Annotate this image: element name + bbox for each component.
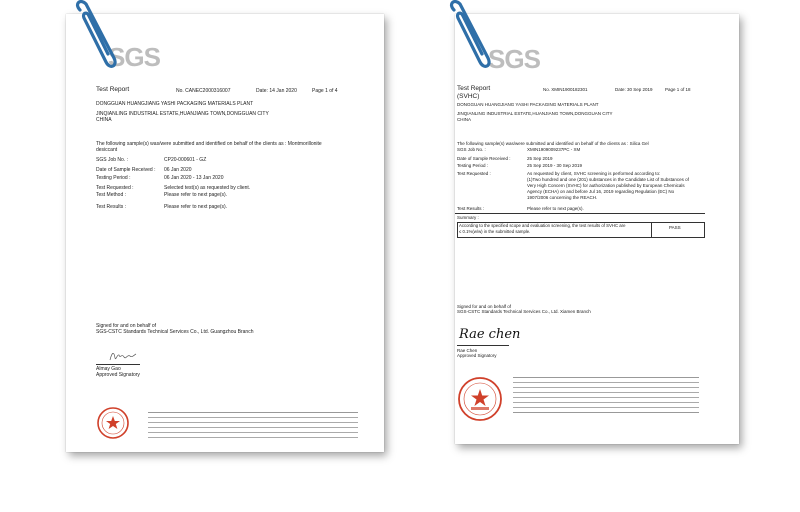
signature-line — [457, 345, 509, 346]
test-results-label: Test Results : — [457, 206, 485, 211]
field-value: 06 Jan 2020 — [164, 167, 192, 173]
company-name: DONGGUAN HUANGJIANG YASHI PACKAGING MATERIALS PLANT — [96, 101, 254, 107]
field-value: 25 Sep 2019 - 30 Sep 2019 — [527, 163, 583, 168]
divider — [455, 213, 705, 214]
summary-result: PASS — [669, 225, 681, 230]
test-requested-label: Test Requested : — [457, 171, 491, 176]
field-label: Date of Sample Received : — [96, 167, 156, 173]
sgs-logo: SGS — [108, 42, 160, 72]
test-results-value: Please refer to next page(s). — [527, 206, 584, 211]
summary-label: Summary : — [457, 215, 479, 220]
test-requested-line: 1907/2006 concerning the REACH. — [527, 195, 598, 200]
signature-line — [96, 364, 140, 365]
field-label: Test Requested : — [96, 185, 134, 191]
paperclip-icon — [440, 0, 500, 70]
field-value: Selected test(s) as requested by client. — [164, 185, 251, 191]
test-report-document-2 — [455, 14, 739, 444]
official-seal-stamp — [96, 406, 130, 440]
intro-line-2: desiccant — [96, 147, 118, 153]
company-address-line-1: JINQIANLING INDUSTRIAL ESTATE,HUANJIANG TOWN,DONGGUAN CITY — [96, 111, 269, 117]
intro-line: The following sample(s) was/were submitted and identified on behalf of the clients as : Silica Gel — [457, 141, 649, 146]
company-name: DONGGUAN HUANGJIANG YASHI PACKAGING MATERIALS PLANT — [457, 102, 599, 107]
signed-on-behalf: Signed for and on behalf of — [96, 323, 157, 329]
test-requested-line: Very High Concern (SVHC) for authorization published by European Chemicals — [527, 183, 685, 188]
field-value: Please refer to next page(s). — [164, 192, 228, 198]
test-requested-line: (1)Two hundred and one (201) substances in the Candidate List of Substances of — [527, 177, 689, 182]
report-subtitle: (SVHC) — [457, 93, 480, 100]
report-title: Test Report — [96, 86, 130, 93]
field-label: Test Method : — [96, 192, 127, 198]
signatory-title: Approved Signatory — [96, 372, 140, 378]
field-value: XMIN1909009237PC - XM — [527, 147, 581, 152]
summary-text: ≤ 0.1%(w/w) in the submitted sample. — [459, 229, 531, 234]
fine-print-terms — [513, 376, 699, 418]
report-date: Date: 14 Jan 2020 — [256, 88, 297, 94]
signatory-name: Almay Gao — [96, 366, 121, 372]
report-number: No. CANEC2000316007 — [176, 88, 231, 94]
company-address-line-2: CHINA — [96, 117, 112, 123]
signature-image — [108, 349, 138, 363]
fine-print-terms — [148, 411, 358, 441]
signing-company: SGS-CSTC Standards Technical Services Co., Ltd. Guangzhou Branch — [96, 329, 254, 335]
page-number: Page 1 of 4 — [312, 88, 338, 94]
signed-on-behalf: Signed for and on behalf of — [457, 304, 512, 309]
field-value: 06 Jan 2020 - 13 Jan 2020 — [164, 175, 224, 181]
field-label: Testing Period : — [96, 175, 131, 181]
summary-table-divider — [651, 222, 652, 237]
report-number: No. XMIN1900182301 — [543, 87, 588, 92]
page-number: Page 1 of 18 — [665, 87, 691, 92]
field-label: SGS Job No. : — [96, 157, 128, 163]
field-label: Test Results : — [96, 204, 127, 210]
handwritten-signature: Rae chen — [459, 327, 521, 342]
paperclip-icon — [66, 0, 126, 70]
field-label: Testing Period : — [457, 163, 489, 168]
signatory-name: Rae Chen — [457, 348, 478, 353]
summary-text: According to the specified scope and evaluation screening, the test results of SVHC are — [459, 223, 626, 228]
field-value: Please refer to next page(s). — [164, 204, 228, 210]
signing-company: SGS-CSTC Standards Technical Services Co., Ltd. Xiamen Branch — [457, 309, 591, 314]
sgs-logo: SGS — [488, 44, 540, 74]
field-label: SGS Job No. : — [457, 147, 486, 152]
company-address-line-2: CHINA — [457, 117, 472, 122]
test-requested-line: Agency (ECHA) on and before Jul 16, 2019 regarding Regulation (EC) No — [527, 189, 675, 194]
field-label: Date of Sample Received : — [457, 156, 511, 161]
report-title: Test Report — [457, 85, 491, 92]
field-value: CP20-000601 - GZ — [164, 157, 207, 163]
signatory-title: Approved Signatory — [457, 353, 497, 358]
test-report-document-1 — [66, 14, 384, 452]
official-seal-stamp — [457, 376, 503, 422]
report-date: Date: 30 Sep 2019 — [615, 87, 653, 92]
test-requested-line: As requested by client, SVHC screening is performed according to: — [527, 171, 661, 176]
field-value: 25 Sep 2019 — [527, 156, 553, 161]
intro-line-1: The following sample(s) was/were submitted and identified on behalf of the clients as : Montmorillonite — [96, 141, 322, 147]
company-address-line-1: JINQIANLING INDUSTRIAL ESTATE,HUANJIANG TOWN,DONGGUAN CITY — [457, 111, 613, 116]
